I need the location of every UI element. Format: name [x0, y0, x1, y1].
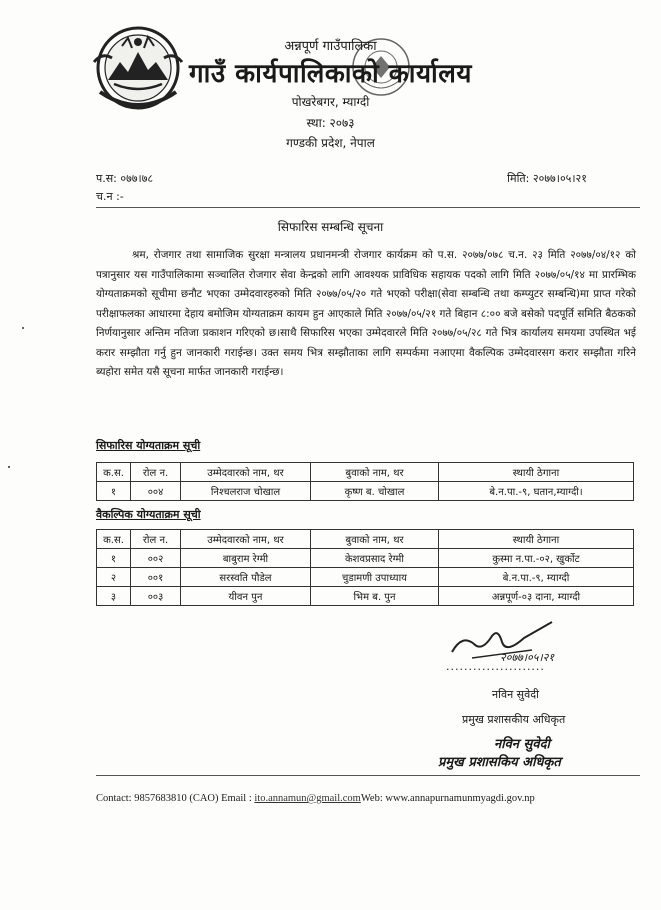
footer-contact [96, 793, 535, 804]
alternate-list-title: वैकल्पिक योग्यताक्रम सूची [96, 508, 201, 521]
col-header: स्थायी ठेगाना [439, 463, 634, 482]
signatory-name: नविन सुवेदी [492, 688, 539, 701]
table-cell: अन्नपूर्ण-०३ दाना, म्याग्दी [439, 587, 634, 606]
col-header: स्थायी ठेगाना [439, 530, 634, 549]
notice-body [96, 246, 636, 383]
table-cell: २ [97, 568, 131, 587]
established-year: स्था: २०७३ [306, 116, 355, 130]
table-cell: कृष्ण ब. चोखाल [311, 482, 439, 501]
scan-speck [8, 466, 10, 468]
footer-web: Web: www.annapurnamunmyagdi.gov.np [360, 793, 535, 804]
table-header-row [97, 463, 634, 482]
table-cell: ३ [97, 587, 131, 606]
col-header: क.स. [97, 530, 131, 549]
table-cell: ००१ [131, 568, 181, 587]
alternate-table [96, 529, 634, 606]
header-divider [96, 207, 640, 208]
office-place: पोखरेबगर, म्याग्दी [291, 95, 370, 109]
table-cell: केशवप्रसाद रेग्मी [311, 549, 439, 568]
table-cell: यीवन पुन [181, 587, 311, 606]
province-line: गण्डकी प्रदेश, नेपाल [286, 136, 375, 150]
col-header: बुवाको नाम, थर [311, 530, 439, 549]
col-header: रोल न. [131, 463, 181, 482]
col-header: बुवाको नाम, थर [311, 463, 439, 482]
table-row [97, 549, 634, 568]
reference-number: प.स: ०७७।७८ [96, 172, 154, 185]
table-cell: बाबुराम रेग्मी [181, 549, 311, 568]
table-cell: ००४ [131, 482, 181, 501]
table-cell: सरस्वति पौडेल [181, 568, 311, 587]
table-cell: कुस्मा न.पा.-०२, खुर्कोट [439, 549, 634, 568]
footer-phone: Contact: 9857683810 (CAO) Email : [96, 793, 252, 804]
table-cell: भिम ब. पुन [311, 587, 439, 606]
col-header: उम्मेदवारको नाम, थर [181, 463, 311, 482]
table-cell: बे.न.पा.-९, म्याग्दी [439, 568, 634, 587]
handwritten-date: २०७७।०५।२१ [500, 651, 555, 664]
notice-body-text: श्रम, रोजगार तथा सामाजिक सुरक्षा मन्त्रालय प्रधानमन्त्री रोजगार कार्यक्रम को प.स. २०७७/०७८ च.न. २३ मिति २०७७/०४/१२ को पत्रानुसार यस गाउँपालिकामा सञ्चालित रोजगार सेवा केन्द्रको लागि आवश्यक प्राविधिक सहायक पदको लागि मिति २०७७/०५/१४ मा प्रारम्भिक योग्यताक्रमको सूचीमा छनौट भएका उम्मेदवारहरुको मिति २०७७/०५/२० गते भएको परीक्षा(सेवा सम्बन्धि तथा कम्प्युटर सम्बन्धि)मा प्राप्त गरेको परीक्षाफलका आधारमा देहाय बमोजिम योग्यताक्रम कायम हुन आएकाले मिति २०७७/०५/२१ गते बिहान ८:०० बजे बसेको पदपूर्ति समिति बैठकको निर्णयानुसार अन्तिम नतिजा प्रकाशन गरिएको छ।साथै सिफारिस भएका उम्मेदवारले मिति २०७७/०५/२८ गते भित्र कार्यालय समयमा उपस्थित भई करार सम्झौता गर्नु हुन जानकारी गराईन्छ। उक्त समय भित्र सम्झौताका लागि सम्पर्कमा नआएमा वैकल्पिक उम्मेदवारसग करार सम्झौता गरिने ब्यहोरा समेत यसै सूचना मार्फत जानकारी गराईन्छ। [96, 249, 636, 378]
col-header: उम्मेदवारको नाम, थर [181, 530, 311, 549]
footer-email-link[interactable]: ito.annamun@gmail.com [254, 793, 361, 804]
col-header: रोल न. [131, 530, 181, 549]
stamp-name: नविन सुवेदी [494, 737, 550, 752]
letter-date: मिति: २०७७।०५।२१ [507, 172, 587, 185]
footer-divider [96, 775, 640, 776]
notice-subject: सिफारिस सम्बन्धि सूचना [277, 220, 384, 234]
table-row [97, 587, 634, 606]
table-cell: ००२ [131, 549, 181, 568]
scan-speck [22, 327, 24, 329]
table-cell: चुडामणी उपाध्याय [311, 568, 439, 587]
table-header-row [97, 530, 634, 549]
table-cell: बे.न.पा.-९, घतान,म्याग्दी। [439, 482, 634, 501]
table-row [97, 482, 634, 501]
col-header: क.स. [97, 463, 131, 482]
signatory-title: प्रमुख प्रशासकीय अधिकृत [462, 713, 566, 726]
table-cell: निश्चलराज चोखाल [181, 482, 311, 501]
table-row [97, 568, 634, 587]
stamp-title: प्रमुख प्रशासकिय अधिकृत [438, 755, 561, 770]
recommended-table [96, 462, 634, 501]
signature-line: ...................... [446, 660, 545, 673]
office-title: गाउँ कार्यपालिकाको कार्यालय [189, 59, 472, 89]
recommended-list-title: सिफारिस योग्यताक्रम सूची [96, 439, 201, 452]
table-cell: १ [97, 549, 131, 568]
table-cell: १ [97, 482, 131, 501]
dispatch-number: च.न :- [96, 190, 124, 203]
municipality-name: अन्नपूर्ण गाउँपालिका [284, 39, 377, 54]
table-cell: ००३ [131, 587, 181, 606]
